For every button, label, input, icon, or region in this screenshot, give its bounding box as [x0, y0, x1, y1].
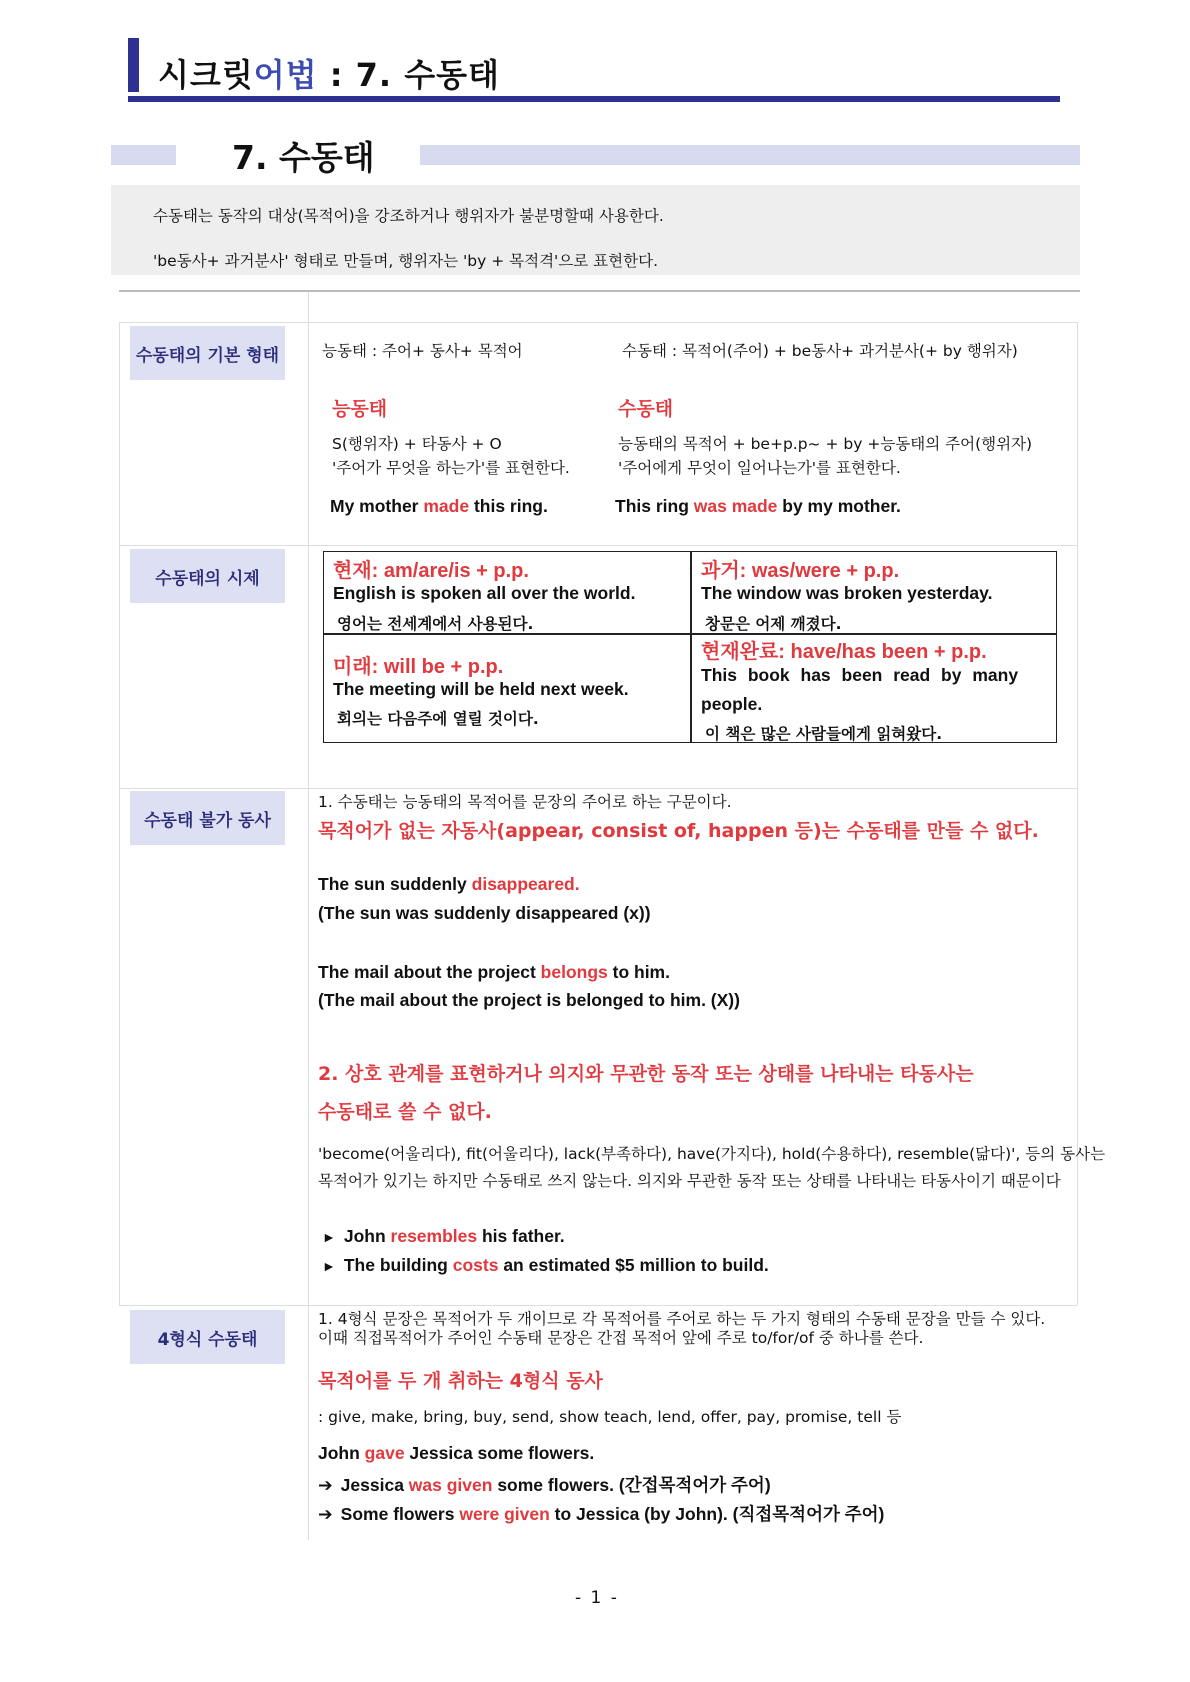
fourth-example-direct-verb: were given [459, 1504, 550, 1524]
impossible-explain-1: 'become(어울리다), fit(어울리다), lack(부족하다), have(가지다), hold(수용하다), resemble(닮다)', 등의 동사는 [318, 1145, 1106, 1163]
passive-line-1: 능동태의 목적어 + be+p.p~ + by +능동태의 주어(행위자) [618, 435, 1033, 453]
fourth-example-indirect [318, 1472, 771, 1497]
perfect-example-en-2: people. [701, 694, 763, 714]
fourth-example-active-rest: Jessica some flowers. [404, 1443, 595, 1463]
present-example-en: English is spoken all over the world. [333, 583, 636, 603]
future-example-en: The meeting will be held next week. [333, 679, 629, 699]
passive-example-verb: was made [693, 496, 778, 516]
fourth-example-active-verb: gave [364, 1443, 405, 1463]
header-accent-bar [128, 38, 139, 92]
fourth-verbs-list: : give, make, bring, buy, send, show teach, lend, offer, pay, promise, tell 등 [318, 1408, 902, 1426]
passive-example-rest: by my mother. [777, 496, 901, 516]
outline-left [119, 322, 120, 1305]
bullet-icon: ► [322, 1229, 336, 1245]
row-divider-3 [119, 1305, 1077, 1306]
present-heading: 현재: am/are/is + p.p. [333, 560, 529, 582]
example-costs-verb: costs [452, 1255, 499, 1275]
future-heading: 미래: will be + p.p. [333, 656, 504, 678]
passive-heading: 수동태 [618, 398, 674, 420]
active-form: 능동태 : 주어+ 동사+ 목적어 [322, 342, 523, 360]
header-underline [128, 96, 1060, 102]
example-disappeared-wrong: (The sun was suddenly disappeared (x)) [318, 903, 651, 923]
example-costs-text: The building [343, 1255, 453, 1275]
fourth-example-direct-text: Some flowers [340, 1504, 460, 1524]
example-resembles-verb: resembles [390, 1226, 478, 1246]
example-belongs-verb: belongs [540, 962, 608, 982]
example-costs [322, 1255, 769, 1276]
example-belongs-rest: to him. [607, 962, 670, 982]
bullet-icon: ► [322, 1258, 336, 1274]
fourth-point-1-line-2: 이때 직접목적어가 주어인 수동태 문장은 간접 목적어 앞에 주로 to/for/of 중 하나를 쓴다. [318, 1329, 924, 1347]
impossible-explain-2: 목적어가 있기는 하지만 수동태로 쓰지 않는다. 의지와 무관한 동작 또는 상태를 나타내는 타동사이기 때문이다 [318, 1172, 1061, 1190]
fourth-example-indirect-rest: some flowers. (간접목적어가 주어) [492, 1475, 771, 1495]
label-fourth-form: 4형식 수동태 [130, 1310, 285, 1364]
fourth-example-direct [318, 1501, 884, 1526]
example-resembles-text: John [343, 1226, 391, 1246]
fourth-point-1-line-1: 1. 4형식 문장은 목적어가 두 개이므로 각 목적어를 주어로 하는 두 가지 형태의 수동태 문장을 만들 수 있다. [318, 1310, 1046, 1328]
section-title: 7. 수동태 [232, 138, 375, 177]
future-example-ko: 회의는 다음주에 열릴 것이다. [337, 710, 539, 728]
past-example-en: The window was broken yesterday. [701, 583, 993, 603]
perfect-heading: 현재완료: have/has been + p.p. [701, 641, 987, 663]
active-heading: 능동태 [332, 398, 388, 420]
outline-mid [308, 292, 309, 1540]
past-heading: 과거: was/were + p.p. [701, 560, 900, 582]
example-resembles-rest: his father. [477, 1226, 565, 1246]
impossible-rule-2-line-2: 수동태로 쓸 수 없다. [318, 1101, 492, 1123]
fourth-verbs-heading: 목적어를 두 개 취하는 4형식 동사 [318, 1370, 603, 1392]
page-title [158, 50, 500, 96]
impossible-point-1: 1. 수동태는 능동태의 목적어를 문장의 주어로 하는 구문이다. [318, 793, 732, 811]
passive-example [615, 496, 901, 517]
active-example-text: My mother [330, 496, 424, 516]
example-disappeared [318, 874, 580, 895]
example-belongs-text: The mail about the project [318, 962, 541, 982]
perfect-example-en-1: This book has been read by many [701, 665, 1019, 685]
title-accent: 어법 [253, 56, 318, 94]
example-belongs-wrong: (The mail about the project is belonged to him. (X)) [318, 990, 740, 1010]
example-disappeared-verb: disappeared. [471, 874, 580, 894]
fourth-example-active-text: John [318, 1443, 365, 1463]
example-disappeared-text: The sun suddenly [318, 874, 472, 894]
arrow-icon: ➔ [318, 1504, 333, 1524]
fourth-example-active [318, 1443, 594, 1464]
fourth-example-indirect-verb: was given [408, 1475, 493, 1495]
passive-example-text: This ring [615, 496, 694, 516]
active-line-1: S(행위자) + 타동사 + O [332, 435, 502, 453]
intro-divider [119, 290, 1080, 292]
section-band-right [420, 145, 1080, 165]
row-divider-2 [119, 788, 1077, 789]
page-number: - 1 - [575, 1588, 619, 1608]
tense-grid-vline [690, 551, 692, 743]
active-line-2: '주어가 무엇을 하는가'를 표현한다. [332, 459, 570, 477]
present-example-ko: 영어는 전세계에서 사용된다. [337, 615, 534, 633]
fourth-example-indirect-text: Jessica [340, 1475, 409, 1495]
perfect-example-ko: 이 책은 많은 사람들에게 읽혀왔다. [705, 725, 943, 743]
section-band-left [111, 145, 176, 165]
example-resembles [322, 1226, 565, 1247]
example-belongs [318, 962, 670, 983]
title-suffix: : 7. 수동태 [317, 56, 500, 94]
active-example-rest: this ring. [469, 496, 548, 516]
title-prefix: 시크릿 [158, 56, 254, 94]
arrow-icon: ➔ [318, 1475, 333, 1495]
fourth-example-direct-rest: to Jessica (by John). (직접목적어가 주어) [549, 1504, 885, 1524]
example-costs-rest: an estimated $5 million to build. [498, 1255, 769, 1275]
past-example-ko: 창문은 어제 깨졌다. [705, 615, 842, 633]
impossible-rule-1: 목적어가 없는 자동사(appear, consist of, happen 등)는 수동태를 만들 수 없다. [318, 820, 1039, 842]
label-impossible: 수동태 불가 동사 [130, 791, 285, 845]
label-tense: 수동태의 시제 [130, 549, 285, 603]
passive-line-2: '주어에게 무엇이 일어나는가'를 표현한다. [618, 459, 901, 477]
intro-line-1: 수동태는 동작의 대상(목적어)을 강조하거나 행위자가 불분명할때 사용한다. [153, 207, 664, 225]
label-basic-form: 수동태의 기본 형태 [130, 326, 285, 380]
outline-top [119, 322, 1077, 323]
impossible-rule-2-line-1: 2. 상호 관계를 표현하거나 의지와 무관한 동작 또는 상태를 나타내는 타동사는 [318, 1063, 974, 1085]
passive-form: 수동태 : 목적어(주어) + be동사+ 과거분사(+ by 행위자) [622, 342, 1018, 360]
row-divider-1 [119, 545, 1077, 546]
active-example-verb: made [423, 496, 470, 516]
active-example [330, 496, 548, 517]
intro-line-2: 'be동사+ 과거분사' 형태로 만들며, 행위자는 'by + 목적격'으로 표현한다. [153, 252, 659, 270]
